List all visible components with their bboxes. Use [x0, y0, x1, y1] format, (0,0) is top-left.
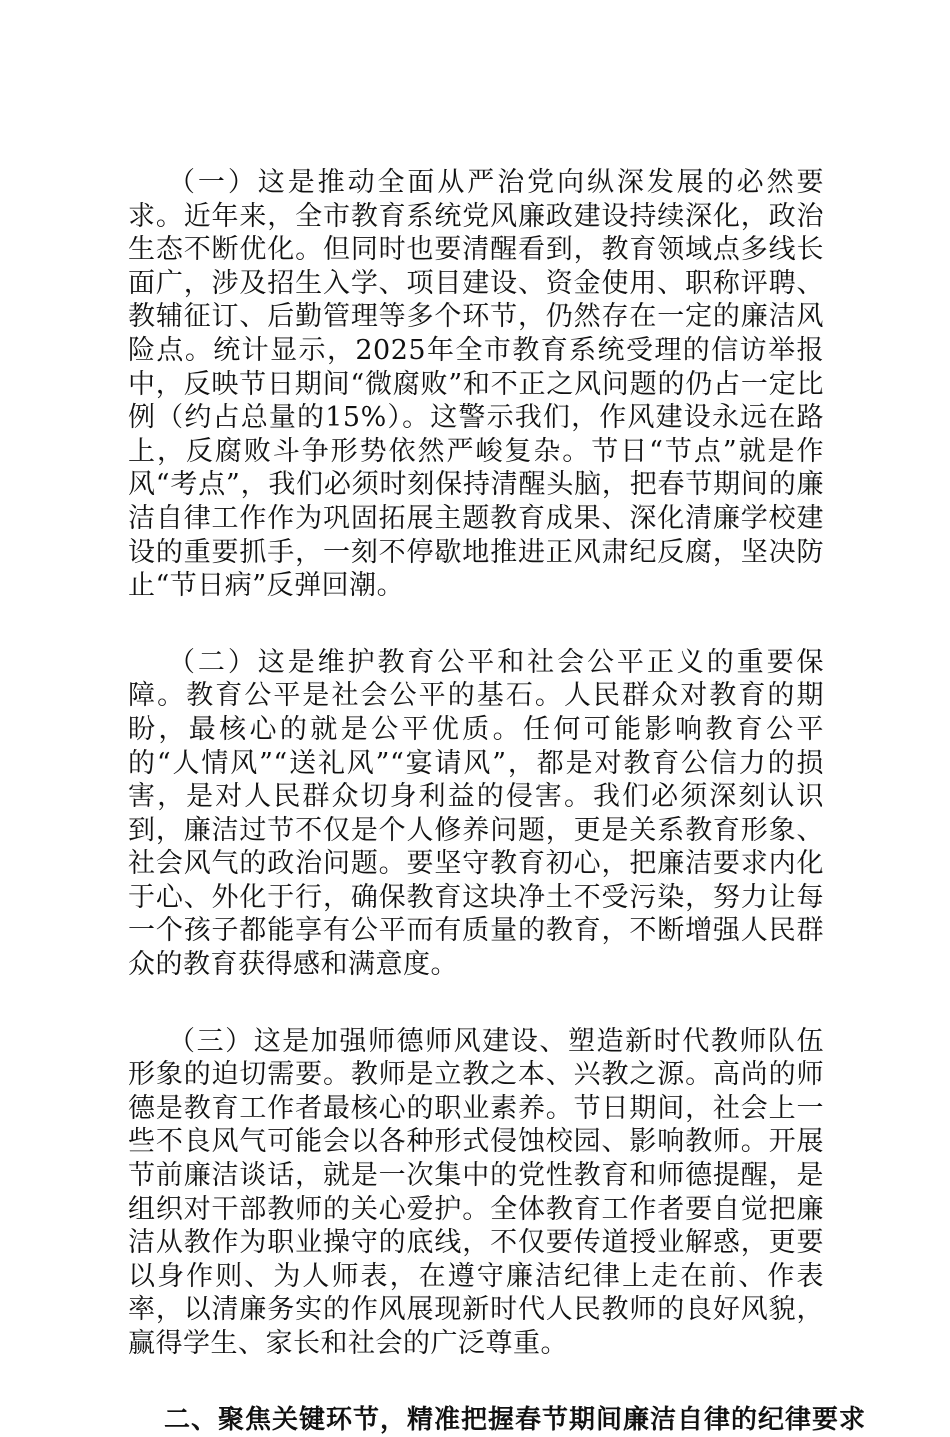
paragraph-2: （二）这是维护教育公平和社会公平正义的重要保障。教育公平是社会公平的基石。人民群众对教育的期盼，最核心的就是公平优质。任何可能影响教育公平的“人情风”“送礼风”“宴请风”，都是对教育公信力的损害，是对人民群众切身利益的侵害。我们必须深刻认识到，廉洁过节不仅是个人修养问题，更是关系教育形象、社会风气的政治问题。要坚守教育初心，把廉洁要求内化于心、外化于行，确保教育这块净土不受污染，努力让每一个孩子都能享有公平而有质量的教育，不断增强人民群众的教育获得感和满意度。 [128, 646, 824, 981]
section-heading: 二、聚焦关键环节，精准把握春节期间廉洁自律的纪律要求 [164, 1404, 867, 1435]
document-body [128, 166, 867, 1437]
paragraph-1: （一）这是推动全面从严治党向纵深发展的必然要求。近年来，全市教育系统党风廉政建设持续深化，政治生态不断优化。但同时也要清醒看到，教育领域点多线长面广，涉及招生入学、项目建设、资金使用、职称评聘、教辅征订、后勤管理等多个环节，仍然存在一定的廉洁风险点。统计显示，2025年全市教育系统受理的信访举报中，反映节日期间“微腐败”和不正之风问题的仍占一定比例（约占总量的15%）。这警示我们，作风建设永远在路上，反腐败斗争形势依然严峻复杂。节日“节点”就是作风“考点”，我们必须时刻保持清醒头脑，把春节期间的廉洁自律工作作为巩固拓展主题教育成果、深化清廉学校建设的重要抓手，一刻不停歇地推进正风肃纪反腐，坚决防止“节日病”反弹回潮。 [128, 167, 824, 602]
paragraph-3: （三）这是加强师德师风建设、塑造新时代教师队伍形象的迫切需要。教师是立教之本、兴教之源。高尚的师德是教育工作者最核心的职业素养。节日期间，社会上一些不良风气可能会以各种形式侵蚀校园、影响教师。开展节前廉洁谈话，就是一次集中的党性教育和师德提醒，是组织对干部教师的关心爱护。全体教育工作者要自觉把廉洁从教作为职业操守的底线，不仅要传道授业解惑，更要以身作则、为人师表，在遵守廉洁纪律上走在前、作表率，以清廉务实的作风展现新时代人民教师的良好风貌，赢得学生、家长和社会的广泛尊重。 [128, 1025, 824, 1359]
